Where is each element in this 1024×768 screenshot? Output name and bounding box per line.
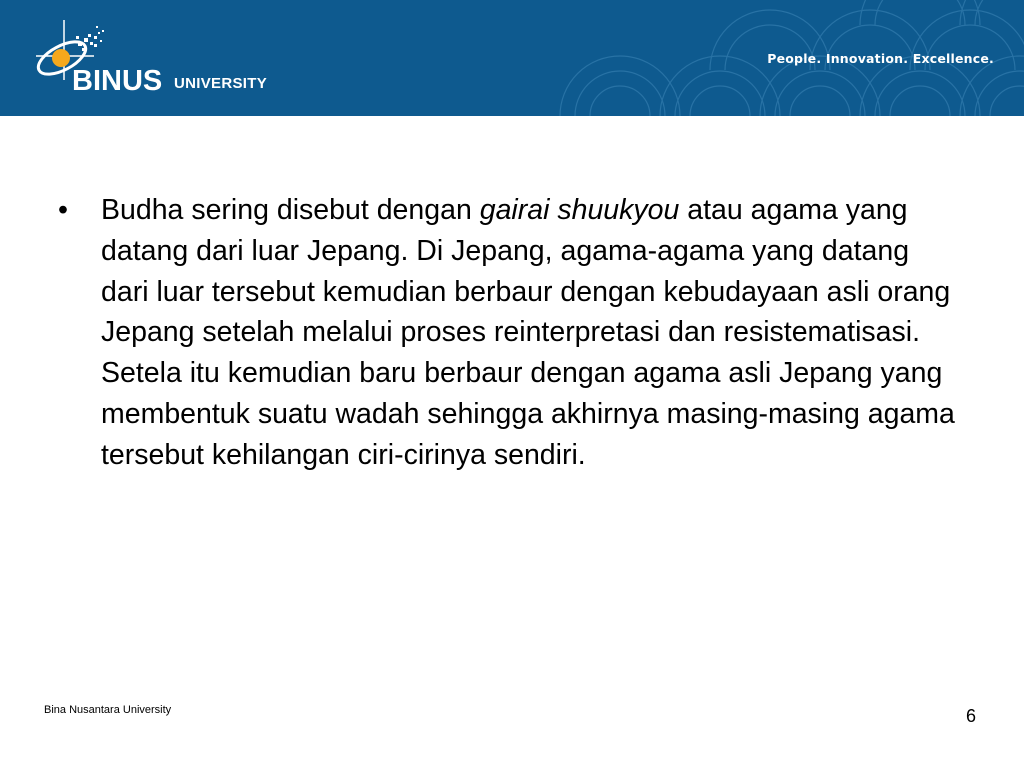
- bullet-text-rest: atau agama yang datang dari luar Jepang. Di Jepang, agama-agama yang datang dari luar tersebut kemudian berbaur dengan kebudayaan asli orang Jepang setelah melalui proses reinterpretasi dan resistematisasi. Setela itu kemudian baru berbaur dengan agama asli Jepang yang membentuk suatu wadah sehingga akhirnya masing-masing agama tersebut kehilangan ciri-cirinya sendiri.: [101, 194, 955, 471]
- footer-organization: Bina Nusantara University: [44, 704, 172, 716]
- bullet-text-italic-term: gairai shuukyou: [479, 194, 680, 226]
- bullet-marker: •: [58, 194, 68, 226]
- slide-body: [58, 190, 958, 476]
- bullet-text-lead: Budha sering disebut dengan: [101, 194, 480, 226]
- page-number: 6: [965, 706, 976, 726]
- bullet-item: [58, 190, 958, 476]
- binus-logo[interactable]: [28, 20, 308, 100]
- header-tagline: People. Innovation. Excellence.: [767, 51, 994, 66]
- logo-suffix-text: UNIVERSITY: [174, 75, 268, 92]
- header-banner: [0, 0, 1024, 116]
- logo-brand-text: BINUS: [72, 65, 163, 97]
- bullet-text: [101, 190, 958, 476]
